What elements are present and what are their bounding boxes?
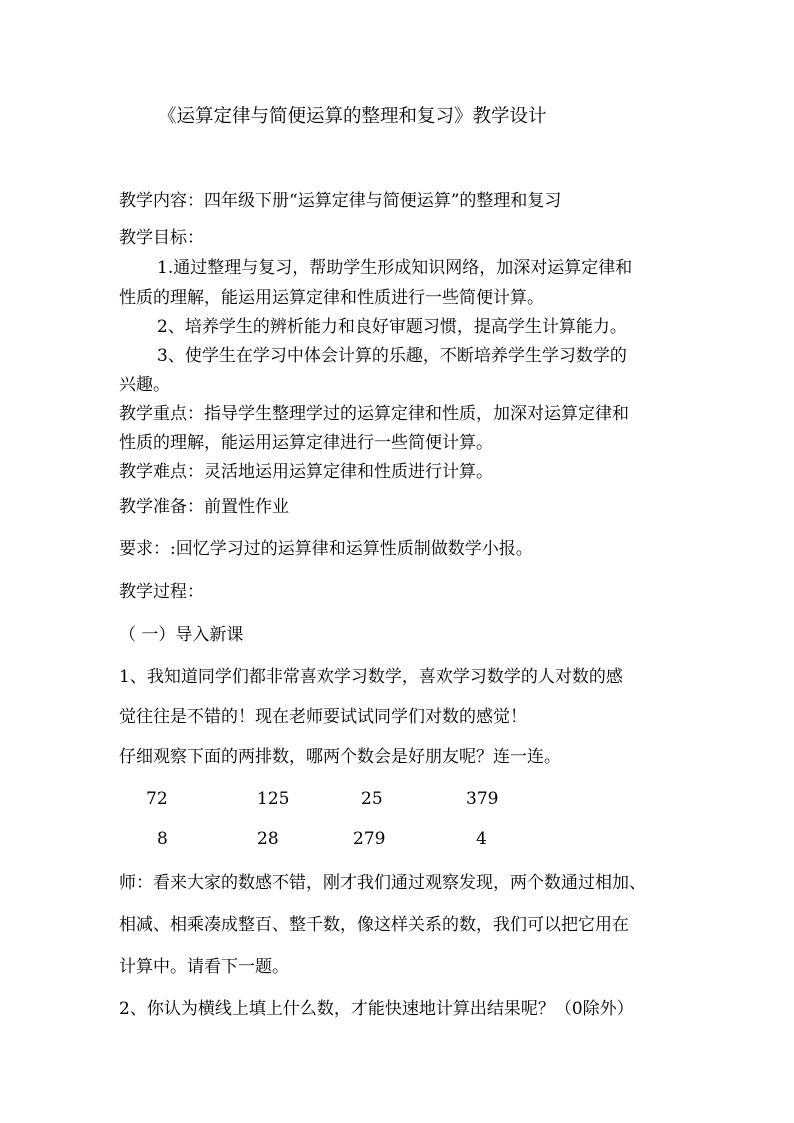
paragraph-1-line-3: 仔细观察下面的两排数，哪两个数会是好朋友呢？连一连。 (119, 747, 561, 767)
goal-1-line-1: 1.通过整理与复习，帮助学生形成知识网络，加深对运算定律和 (157, 258, 633, 278)
teaching-goals-heading: 教学目标： (119, 228, 204, 248)
goal-2: 2、培养学生的辨析能力和良好审题习惯，提高学生计算能力。 (157, 317, 627, 337)
teacher-remark-line-1: 师：看来大家的数感不错，刚才我们通过观察发现，两个数通过相加、 (119, 873, 646, 893)
number-row2-item4: 4 (476, 829, 487, 849)
goal-1-line-2: 性质的理解，能运用运算定律和性质进行一些简便计算。 (119, 288, 544, 308)
teaching-difficulty: 教学难点：灵活地运用运算定律和性质进行计算。 (119, 462, 493, 482)
teacher-remark-line-2: 相减、相乘凑成整百、整千数，像这样关系的数，我们可以把它用在 (119, 915, 629, 935)
goal-3-line-2: 兴趣。 (119, 375, 170, 395)
goal-3-line-1: 3、使学生在学习中体会计算的乐趣，不断培养学生学习数学的 (157, 346, 627, 366)
number-row2-item3: 279 (353, 829, 386, 849)
number-row2-item2: 28 (257, 829, 279, 849)
paragraph-1-line-2: 觉往往是不错的！现在老师要试试同学们对数的感觉！ (119, 707, 527, 727)
paragraph-1-line-1: 1、我知道同学们都非常喜欢学习数学，喜欢学习数学的人对数的感 (119, 667, 623, 687)
teaching-key-line-1: 教学重点：指导学生整理学过的运算定律和性质，加深对运算定律和 (119, 404, 629, 424)
teaching-content: 教学内容：四年级下册“运算定律与简便运算”的整理和复习 (119, 191, 562, 211)
number-row1-item3: 25 (361, 789, 383, 809)
number-row2-item1: 8 (157, 829, 168, 849)
section-1-heading: （ 一）导入新课 (119, 625, 244, 645)
teaching-process-heading: 教学过程： (119, 582, 204, 602)
requirement: 要求：:回忆学习过的运算律和运算性质制做数学小报。 (119, 539, 533, 559)
teacher-remark-line-3: 计算中。请看下一题。 (119, 957, 289, 977)
number-row1-item2: 125 (257, 789, 290, 809)
document-title: 《运算定律与简便运算的整理和复习》教学设计 (158, 106, 547, 127)
teaching-key-line-2: 性质的理解，能运用运算定律进行一些简便计算。 (119, 433, 493, 453)
paragraph-2: 2、你认为横线上填上什么数，才能快速地计算出结果呢？（0除外） (119, 999, 634, 1019)
number-row1-item4: 379 (466, 789, 499, 809)
teaching-preparation: 教学准备：前置性作业 (119, 497, 289, 517)
number-row1-item1: 72 (146, 789, 168, 809)
